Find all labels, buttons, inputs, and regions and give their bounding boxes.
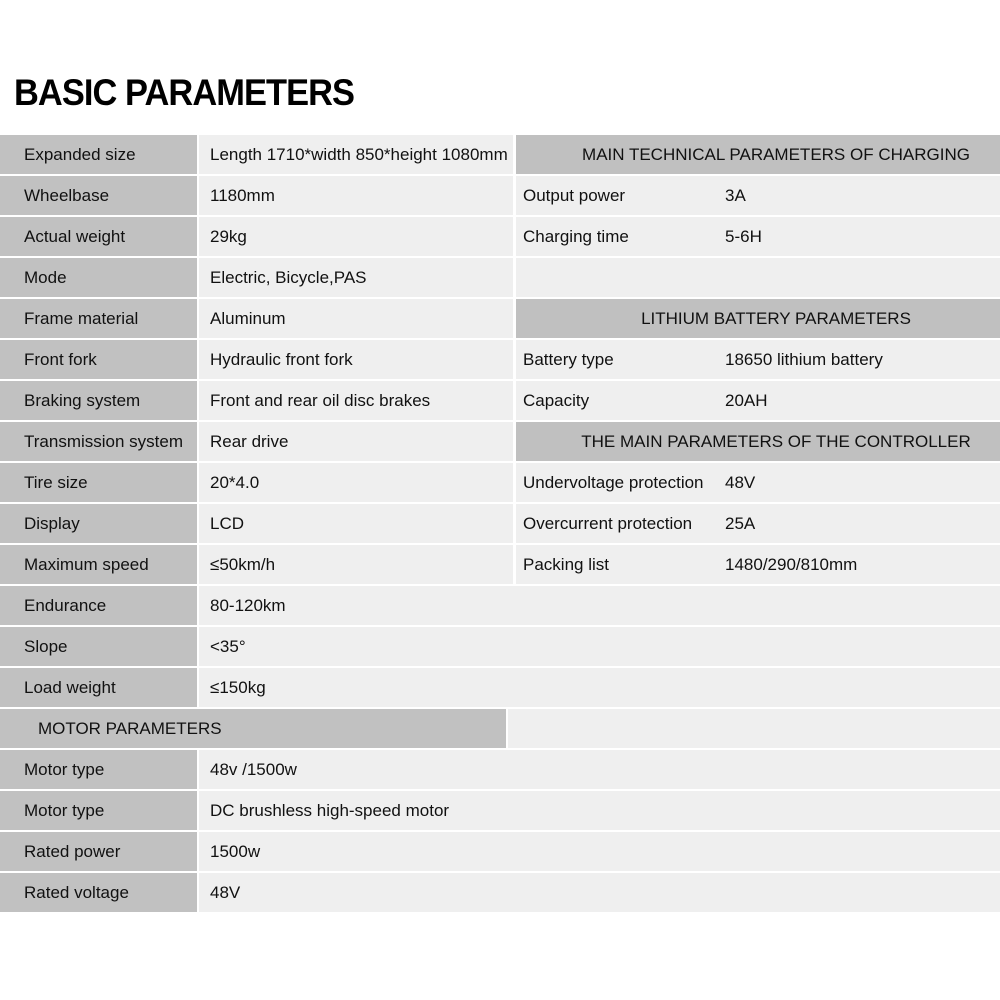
table-row: [0, 504, 1000, 543]
spec-label: Motor type: [0, 750, 197, 789]
spec-label: Overcurrent protection: [523, 513, 693, 533]
spec-value: 20AH: [725, 390, 768, 410]
spec-value: 48V: [199, 873, 1000, 912]
spec-label: Rated power: [0, 832, 197, 871]
spec-label: Packing list: [523, 554, 609, 574]
page-title: BASIC PARAMETERS: [14, 72, 355, 113]
right-panel-row: [516, 463, 1000, 502]
row-filler: [508, 709, 1000, 748]
spec-value: 18650 lithium battery: [725, 349, 883, 369]
spec-value: 3A: [725, 185, 746, 205]
table-row: [0, 791, 1000, 830]
spec-value: 1500w: [199, 832, 1000, 871]
right-panel-row: [516, 504, 1000, 543]
right-panel-row: [516, 176, 1000, 215]
spec-value: ≤150kg: [199, 668, 1000, 707]
spec-value: LCD: [199, 504, 513, 543]
section-header-controller: THE MAIN PARAMETERS OF THE CONTROLLER: [516, 422, 1000, 461]
spec-value: 1180mm: [199, 176, 513, 215]
spec-label: Output power: [523, 185, 626, 205]
table-row: [0, 873, 1000, 912]
spec-value: 80-120km: [199, 586, 1000, 625]
spec-label: Braking system: [0, 381, 197, 420]
spec-value: 25A: [725, 513, 756, 533]
spec-value: Hydraulic front fork: [199, 340, 513, 379]
table-row: [0, 586, 1000, 625]
spec-value: 48V: [725, 472, 756, 492]
right-panel-empty-row: [516, 258, 1000, 297]
spec-label: Capacity: [523, 390, 590, 410]
spec-value: Electric, Bicycle,PAS: [199, 258, 513, 297]
table-row: [0, 709, 1000, 748]
spec-label: Wheelbase: [0, 176, 197, 215]
spec-label: Slope: [0, 627, 197, 666]
table-row: [0, 545, 1000, 584]
section-header-charging: MAIN TECHNICAL PARAMETERS OF CHARGING: [516, 135, 1000, 174]
section-header-battery: LITHIUM BATTERY PARAMETERS: [516, 299, 1000, 338]
spec-label: Display: [0, 504, 197, 543]
spec-value: <35°: [199, 627, 1000, 666]
spec-label: Frame material: [0, 299, 197, 338]
spec-value: DC brushless high-speed motor: [199, 791, 1000, 830]
right-panel-row: [516, 545, 1000, 584]
spec-table: [0, 135, 1000, 914]
table-row: [0, 627, 1000, 666]
spec-label: Rated voltage: [0, 873, 197, 912]
table-row: [0, 668, 1000, 707]
spec-value: 29kg: [199, 217, 513, 256]
spec-value: Rear drive: [199, 422, 513, 461]
table-row: [0, 340, 1000, 379]
spec-value: ≤50km/h: [199, 545, 513, 584]
right-panel-row: [516, 381, 1000, 420]
spec-value: 48v /1500w: [199, 750, 1000, 789]
table-row: [0, 422, 1000, 461]
table-row: [0, 217, 1000, 256]
table-row: [0, 832, 1000, 871]
spec-label: Transmission system: [0, 422, 197, 461]
spec-label: Load weight: [0, 668, 197, 707]
spec-label: Battery type: [523, 349, 614, 369]
table-row: [0, 258, 1000, 297]
spec-value: Aluminum: [199, 299, 513, 338]
spec-label: Mode: [0, 258, 197, 297]
table-row: [0, 750, 1000, 789]
section-header-motor: MOTOR PARAMETERS: [0, 709, 506, 748]
right-panel-row: [516, 340, 1000, 379]
table-row: [0, 381, 1000, 420]
spec-label: Maximum speed: [0, 545, 197, 584]
spec-value: 1480/290/810mm: [725, 554, 858, 574]
spec-value: 20*4.0: [199, 463, 513, 502]
table-row: [0, 299, 1000, 338]
spec-value: 5-6H: [725, 226, 762, 246]
spec-label: Front fork: [0, 340, 197, 379]
spec-value: Length 1710*width 850*height 1080mm: [199, 135, 513, 174]
spec-label: Expanded size: [0, 135, 197, 174]
right-panel-row: [516, 217, 1000, 256]
table-row: [0, 176, 1000, 215]
table-row: [0, 463, 1000, 502]
spec-label: Undervoltage protection: [523, 472, 704, 492]
spec-value: Front and rear oil disc brakes: [199, 381, 513, 420]
table-row: [0, 135, 1000, 174]
spec-label: Motor type: [0, 791, 197, 830]
spec-label: Tire size: [0, 463, 197, 502]
spec-label: Charging time: [523, 226, 629, 246]
spec-label: Actual weight: [0, 217, 197, 256]
spec-label: Endurance: [0, 586, 197, 625]
